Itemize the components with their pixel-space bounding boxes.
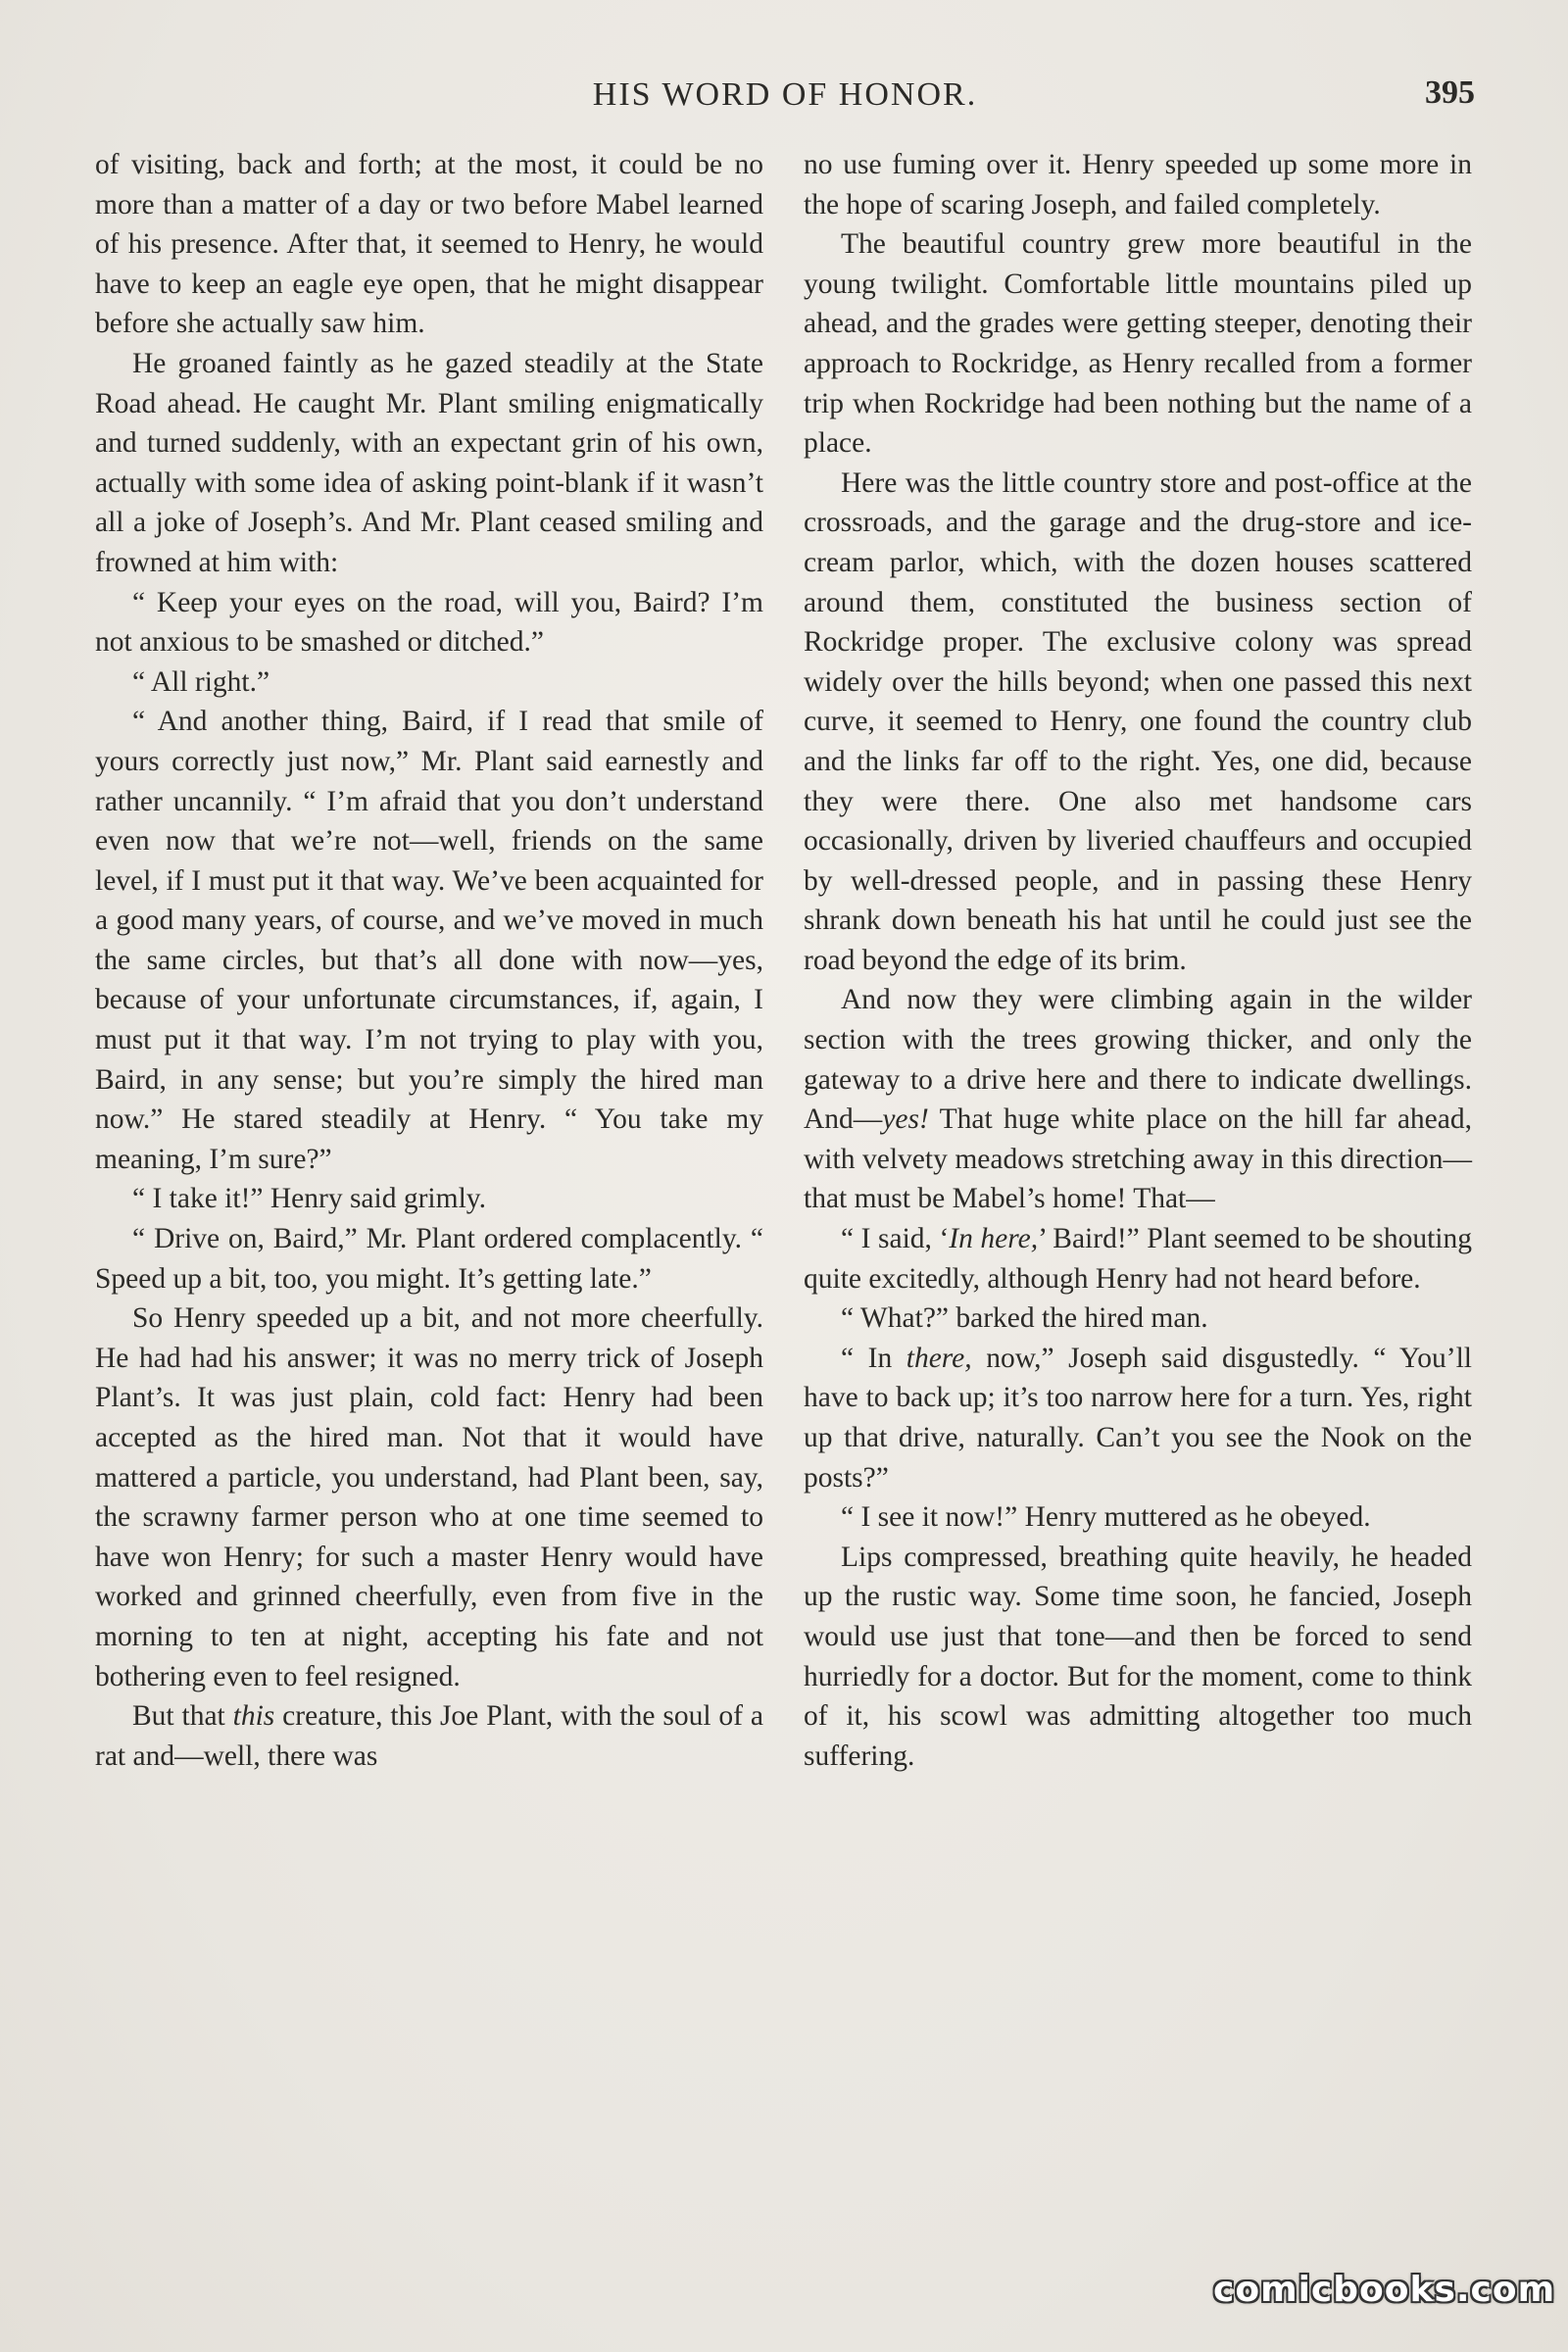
text-run: creature, this Joe Plant, with the soul of a rat and—well, there was xyxy=(95,1700,763,1772)
paragraph xyxy=(95,662,763,703)
text-run: The beautiful country grew more beautiful in the young twilight. Comfortable little mountains piled up ahead, and the grades were getting steeper, denoting their approach to Rockridge, as Henry recalled from a former trip when Rockridge had been nothing but the name of a place. xyxy=(804,228,1472,460)
text-run: of visiting, back and forth; at the most, it could be no more than a matter of a day or two before Mabel learned of his presence. After that, it seemed to Henry, he would have to keep an eagle eye open, that he might disappear before she actually saw him. xyxy=(95,149,763,340)
italic-text: there, xyxy=(906,1342,972,1374)
page-number: 395 xyxy=(1425,74,1475,111)
left-text-column xyxy=(95,145,763,1776)
text-run: now,” Joseph said disgustedly. “ You’ll have to back up; it’s too narrow here for a turn. Yes, right up that drive, naturally. Can’t you see the Nook on the posts?” xyxy=(804,1342,1472,1494)
text-run: ’ Baird!” Plant seemed to be shouting quite excitedly, although Henry had not heard before. xyxy=(804,1223,1472,1295)
text-run: But that xyxy=(132,1700,233,1733)
italic-text: this xyxy=(232,1700,275,1733)
paragraph xyxy=(95,145,763,344)
text-run: “ In xyxy=(841,1342,906,1374)
text-run: That huge white place on the hill far ahead, with velvety meadows stretching away in this direction—that must be Mabel’s home! That— xyxy=(804,1103,1472,1215)
text-run: “ I take it!” Henry said grimly. xyxy=(132,1183,486,1215)
text-run: “ Drive on, Baird,” Mr. Plant ordered complacently. “ Speed up a bit, too, you might. It’s getting late.” xyxy=(95,1223,763,1295)
italic-text: yes! xyxy=(882,1103,929,1136)
text-run: Here was the little country store and post-office at the crossroads, and the garage and the drug-store and ice-cream parlor, which, with the dozen houses scattered around them, constituted the business section of Rockridge proper. The exclusive colony was spread widely over the hills beyond; when one passed this next curve, it seemed to Henry, one found the country club and the links far off to the right. Yes, one did, because they were there. One also met handsome cars occasionally, driven by liveried chauffeurs and occupied by well-dressed people, and in passing these Henry shrank down beneath his hat until he could just see the road beyond the edge of its brim. xyxy=(804,466,1472,976)
paragraph xyxy=(95,1179,763,1219)
text-run: “ I said, ‘ xyxy=(841,1223,950,1255)
running-title: HIS WORD OF HONOR. xyxy=(592,76,978,113)
text-run: So Henry speeded up a bit, and not more cheerfully. He had had his answer; it was no merry trick of Joseph Plant’s. It was just plain, cold fact: Henry had been accepted as the hired man. Not that it would have mattered a particle, you understand, had Plant been, say, the scrawny farmer person who at one time seemed to have won Henry; for such a master Henry would have worked and grinned cheerfully, even from five in the morning to ten at night, accepting his fate and not bothering even to feel resigned. xyxy=(95,1302,763,1692)
paragraph xyxy=(804,1497,1472,1538)
text-run: “ And another thing, Baird, if I read that smile of yours correctly just now,” Mr. Plant said earnestly and rather uncannily. “ I’m afraid that you don’t understand even now that we’re not—well, friends on the same level, if I must put it that way. We’ve been acquainted for a good many years, of course, and we’ve moved in much the same circles, but that’s all done with now—yes, because of your unfortunate circumstances, if, again, I must put it that way. I’m not trying to play with you, Baird, in any sense; but you’re simply the hired man now.” He stared steadily at Henry. “ You take my meaning, I’m sure?” xyxy=(95,706,763,1175)
text-run: Lips compressed, breathing quite heavily, he headed up the rustic way. Some time soon, he fancied, Joseph would use just that tone—and then be forced to send hurriedly for a doctor. But for the moment, come to think of it, his scowl was admitting altogether too much suffering. xyxy=(804,1541,1472,1772)
text-run: He groaned faintly as he gazed steadily at the State Road ahead. He caught Mr. Plant smiling enigmatically and turned suddenly, with an expectant grin of his own, actually with some idea of asking point-blank if it wasn’t all a joke of Joseph’s. And Mr. Plant ceased smiling and frowned at him with: xyxy=(95,347,763,578)
paragraph xyxy=(804,980,1472,1219)
text-run: “ Keep your eyes on the road, will you, Baird? I’m not anxious to be smashed or ditched.” xyxy=(95,586,763,659)
paragraph xyxy=(804,1219,1472,1298)
paragraph xyxy=(804,145,1472,224)
page-header xyxy=(95,73,1475,122)
text-run: no use fuming over it. Henry speeded up some more in the hope of scaring Joseph, and failed completely. xyxy=(804,149,1472,220)
text-run: And now they were climbing again in the wilder section with the trees growing thicker, and only the gateway to a drive here and there to indicate dwellings. And— xyxy=(804,984,1472,1136)
paragraph xyxy=(95,1298,763,1696)
paragraph xyxy=(95,1219,763,1298)
paragraph xyxy=(804,464,1472,981)
text-run: “ All right.” xyxy=(132,665,270,698)
right-text-column xyxy=(804,145,1472,1776)
paragraph xyxy=(95,344,763,583)
italic-text: In here, xyxy=(949,1223,1039,1255)
watermark-logo: comicbooks.com xyxy=(1213,2270,1556,2310)
paragraph xyxy=(804,1339,1472,1497)
text-run: “ I see it now!” Henry muttered as he obeyed. xyxy=(841,1501,1371,1534)
paragraph xyxy=(804,1538,1472,1777)
text-run: “ What?” barked the hired man. xyxy=(841,1302,1208,1335)
paragraph xyxy=(95,702,763,1179)
paragraph xyxy=(804,224,1472,464)
paragraph xyxy=(804,1298,1472,1339)
paragraph xyxy=(95,1696,763,1776)
paragraph xyxy=(95,583,763,662)
